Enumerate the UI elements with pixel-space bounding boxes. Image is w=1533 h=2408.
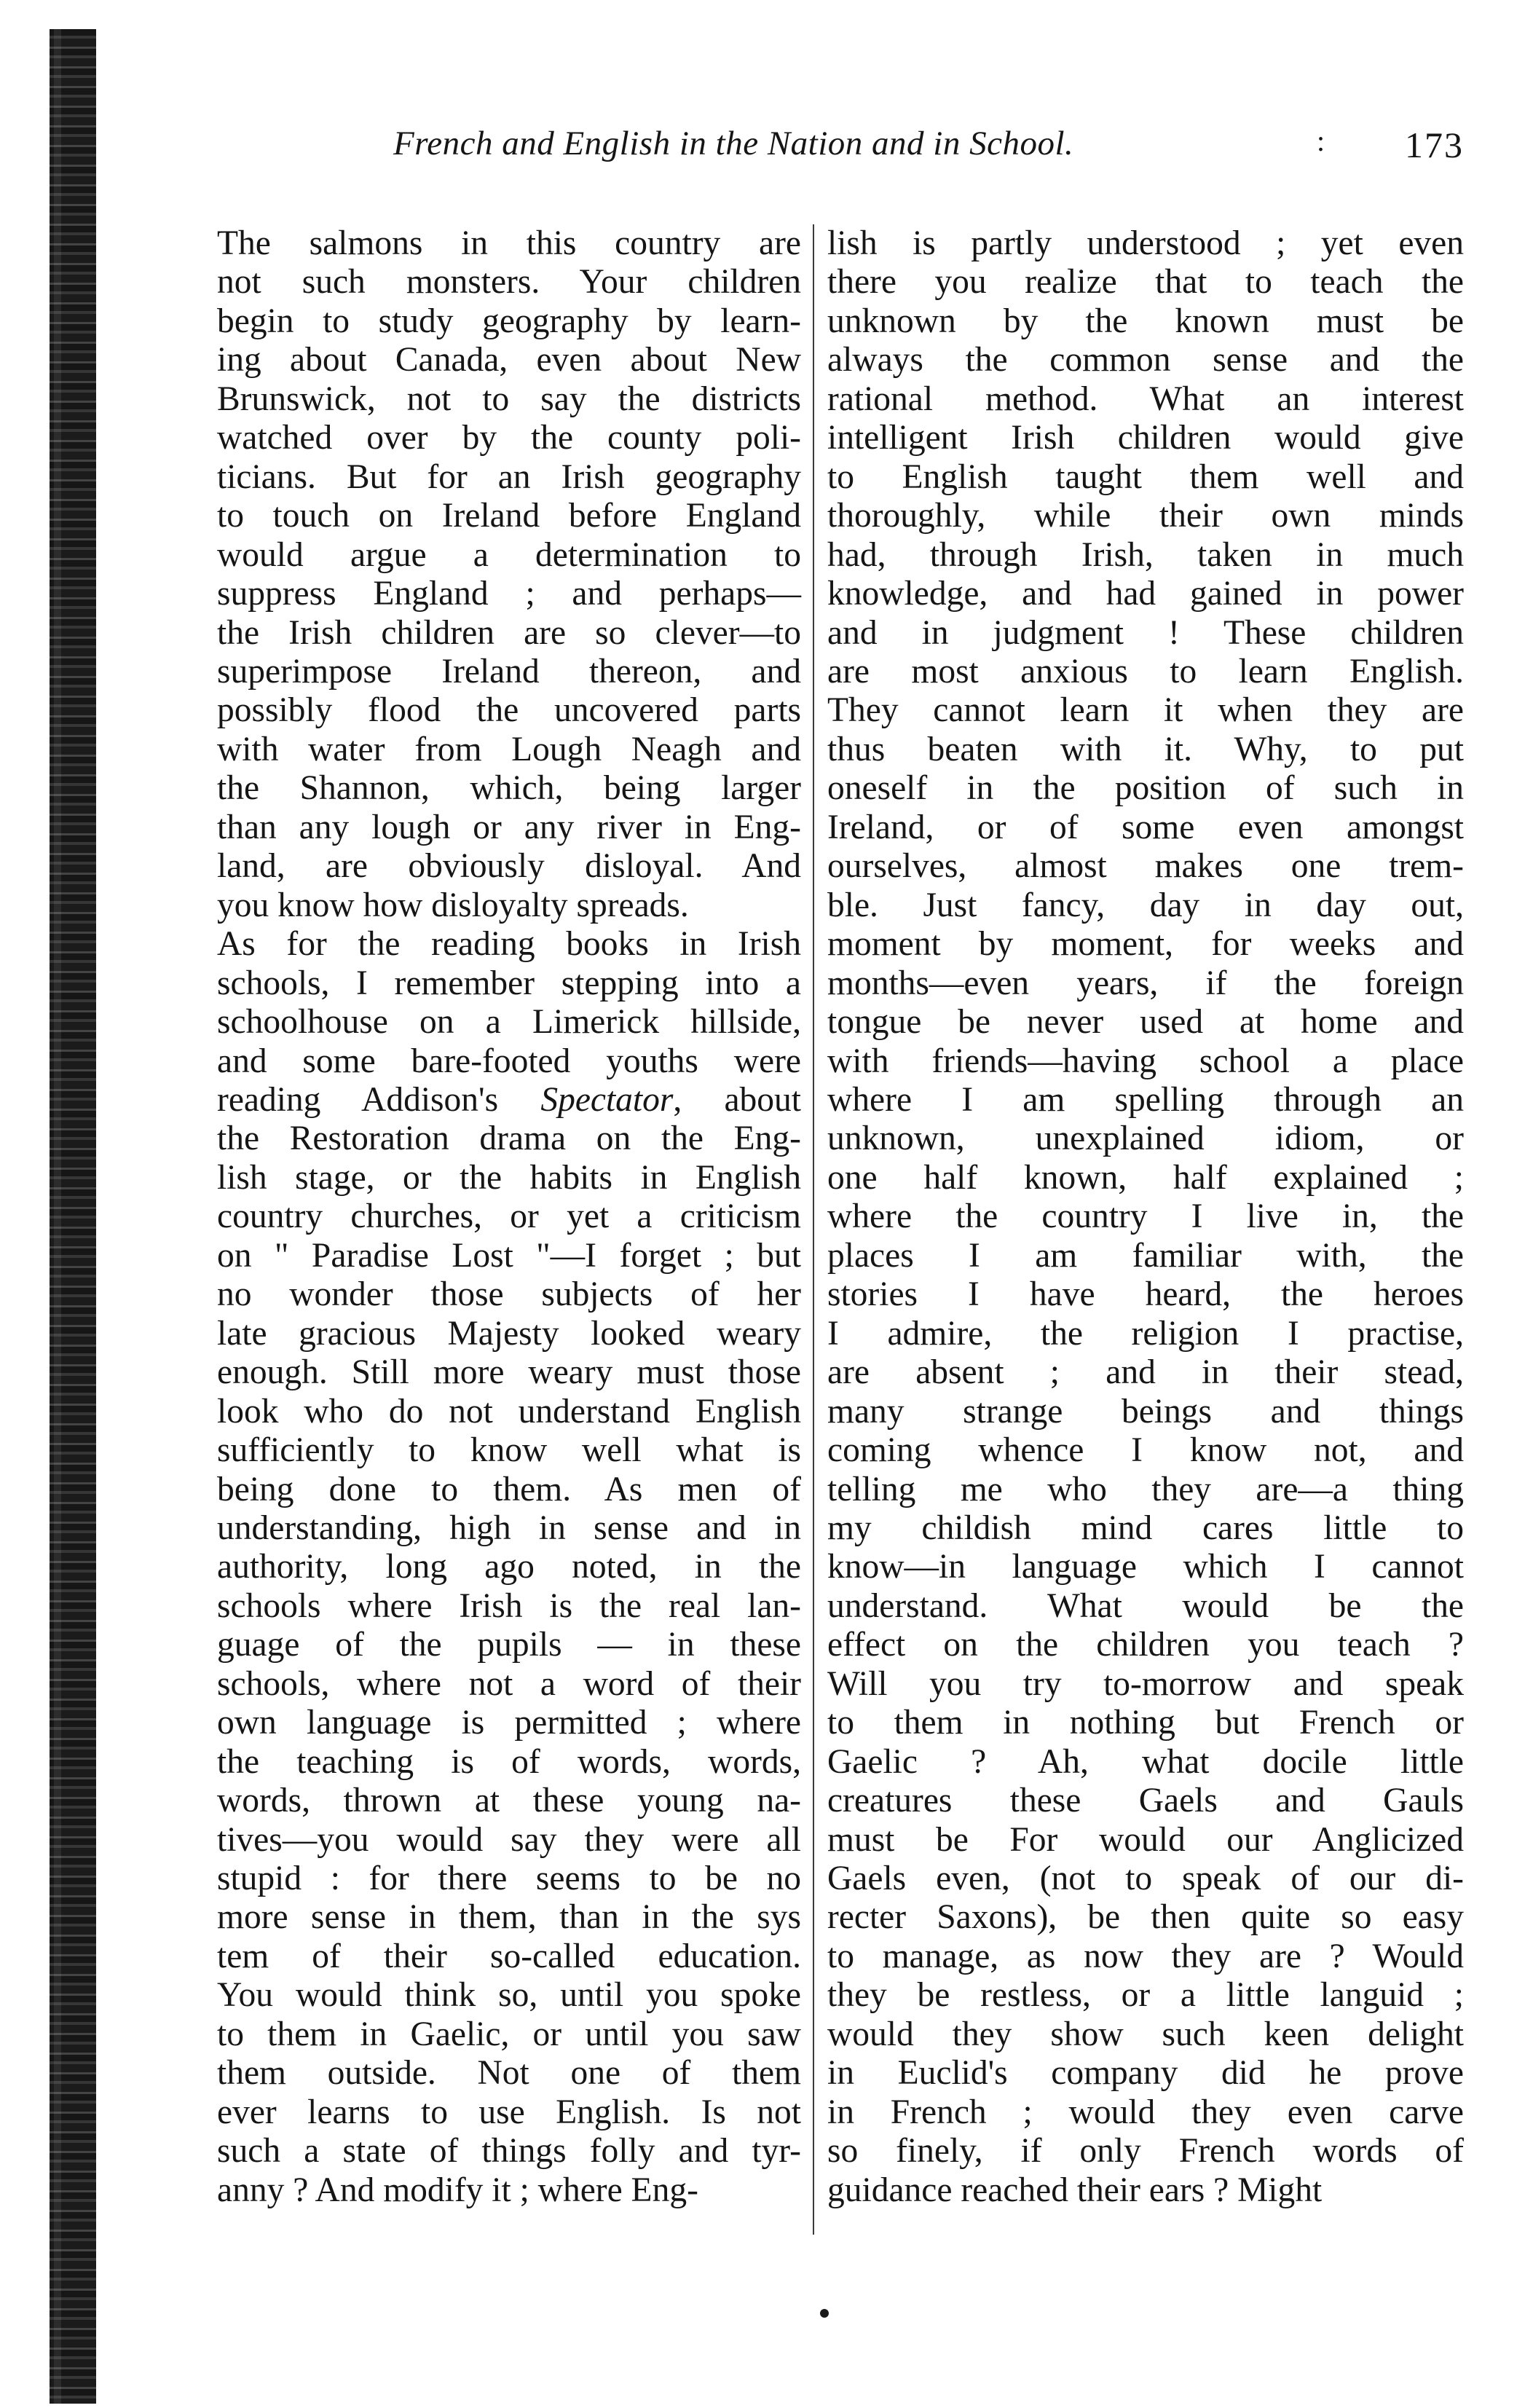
text-line: Brunswick, not to say the districts (217, 379, 801, 418)
text-line: schools where Irish is the real lan- (217, 1586, 801, 1625)
text-line: stupid : for there seems to be no (217, 1860, 801, 1898)
text-line: you know how disloyalty spreads. (217, 886, 689, 924)
page-number: 173 (1405, 125, 1464, 165)
paragraph (827, 224, 1464, 2210)
text-line: had, through Irish, taken in much (827, 535, 1464, 574)
text-line: guidance reached their ears ? Might (827, 2171, 1323, 2209)
text-line: the Restoration drama on the Eng- (217, 1120, 801, 1158)
text-line: lish is partly understood ; yet even (827, 224, 1464, 262)
text-line: Will you try to-morrow and speak (827, 1664, 1464, 1703)
text-line: understand. What would be the (827, 1586, 1464, 1625)
text-line: not such monsters. Your children (217, 263, 801, 302)
text-line: them outside. Not one of them (217, 2054, 801, 2093)
book-binding-edge (50, 29, 96, 2404)
text-line: are most anxious to learn English. (827, 652, 1464, 690)
text-line: the teaching is of words, words, (217, 1742, 801, 1781)
text-line: and some bare-footed youths were (217, 1042, 801, 1080)
text-line: being done to them. As men of (217, 1470, 801, 1508)
text-line: there you realize that to teach the (827, 263, 1464, 302)
text-line: to touch on Ireland before England (217, 497, 801, 535)
text-line: unknown, unexplained idiom, or (827, 1120, 1464, 1158)
text-line: suppress England ; and perhaps— (217, 575, 801, 613)
text-line: schoolhouse on a Limerick hillside, (217, 1003, 801, 1042)
text-line: the Shannon, which, being larger (217, 769, 801, 808)
text-line: telling me who they are—a thing (827, 1470, 1464, 1508)
text-line: the Irish children are so clever—to (217, 613, 801, 652)
text-line: thus beaten with it. Why, to put (827, 730, 1464, 768)
text-line: many strange beings and things (827, 1392, 1464, 1431)
text-line: ticians. But for an Irish geography (217, 457, 801, 496)
text-line: than any lough or any river in Eng- (217, 808, 801, 846)
text-line: As for the reading books in Irish (217, 925, 801, 964)
text-line: stories I have heard, the heroes (827, 1275, 1464, 1314)
text-line: with friends—having school a place (827, 1042, 1464, 1080)
text-line: look who do not understand English (217, 1392, 801, 1431)
text-line: such a state of things folly and tyr- (217, 2132, 801, 2171)
text-line: on " Paradise Lost "—I forget ; but (217, 1236, 801, 1275)
text-line: they be restless, or a little languid ; (827, 1976, 1464, 2015)
text-line: where I am spelling through an (827, 1080, 1464, 1119)
text-line: words, thrown at these young na- (217, 1782, 801, 1820)
text-line: ble. Just fancy, day in day out, (827, 886, 1464, 924)
text-line: oneself in the position of such in (827, 769, 1464, 808)
text-line: guage of the pupils — in these (217, 1626, 801, 1664)
text-line: to them in nothing but French or (827, 1704, 1464, 1742)
text-line: my childish mind cares little to (827, 1508, 1464, 1547)
text-line: sufficiently to know well what is (217, 1431, 801, 1470)
text-line: ing about Canada, even about New (217, 341, 801, 379)
text-line: tives—you would say they were all (217, 1820, 801, 1859)
text-line: schools, I remember stepping into a (217, 964, 801, 1002)
text-line: effect on the children you teach ? (827, 1626, 1464, 1664)
text-line: moment by moment, for weeks and (827, 925, 1464, 964)
text-line: You would think so, until you spoke (217, 1976, 801, 2015)
text-line: in Euclid's company did he prove (827, 2054, 1464, 2093)
running-title: French and English in the Nation and in School. (393, 125, 1074, 162)
text-line: tem of their so-called education. (217, 1937, 801, 1975)
text-line: The salmons in this country are (217, 224, 801, 262)
text-line: know—in language which I cannot (827, 1548, 1464, 1586)
text-line: and in judgment ! These children (827, 613, 1464, 652)
text-line: authority, long ago noted, in the (217, 1548, 801, 1586)
text-line: Ireland, or of some even amongst (827, 808, 1464, 846)
text-line: superimpose Ireland thereon, and (217, 652, 801, 690)
text-line: coming whence I know not, and (827, 1431, 1464, 1470)
text-line: possibly flood the uncovered parts (217, 691, 801, 730)
text-line: begin to study geography by learn- (217, 302, 801, 340)
text-line: rational method. What an interest (827, 379, 1464, 418)
page-header (393, 124, 1464, 182)
text-line: knowledge, and had gained in power (827, 575, 1464, 613)
text-line: months—even years, if the foreign (827, 964, 1464, 1002)
text-line: schools, where not a word of their (217, 1664, 801, 1703)
text-line: where the country I live in, the (827, 1197, 1464, 1236)
footer-dot (820, 2309, 829, 2318)
text-line: country churches, or yet a criticism (217, 1197, 801, 1236)
text-line: I admire, the religion I practise, (827, 1314, 1464, 1353)
text-line: watched over by the county poli- (217, 419, 801, 457)
text-line: reading Addison's Spectator, about (217, 1080, 801, 1119)
paragraph (181, 224, 801, 925)
text-line: to manage, as now they are ? Would (827, 1937, 1464, 1975)
text-line: places I am familiar with, the (827, 1236, 1464, 1275)
text-line: Gaelic ? Ah, what docile little (827, 1742, 1464, 1781)
text-line: always the common sense and the (827, 341, 1464, 379)
text-line: own language is permitted ; where (217, 1704, 801, 1742)
text-line: intelligent Irish children would give (827, 419, 1464, 457)
text-line: no wonder those subjects of her (217, 1275, 801, 1314)
text-line: late gracious Majesty looked weary (217, 1314, 801, 1353)
text-line: lish stage, or the habits in English (217, 1158, 801, 1197)
text-line: unknown by the known must be (827, 302, 1464, 340)
text-line: recter Saxons), be then quite so easy (827, 1898, 1464, 1937)
header-mark: : (1317, 125, 1325, 157)
left-column (181, 224, 801, 2256)
text-line: would argue a determination to (217, 535, 801, 574)
text-line: Gaels even, (not to speak of our di- (827, 1860, 1464, 1898)
column-divider (813, 224, 814, 2235)
book-title: Spectator (540, 1080, 674, 1119)
text-line: in French ; would they even carve (827, 2093, 1464, 2131)
text-line: anny ? And modify it ; where Eng- (217, 2171, 698, 2209)
text-line: understanding, high in sense and in (217, 1508, 801, 1547)
text-line: one half known, half explained ; (827, 1158, 1464, 1197)
text-line: enough. Still more weary must those (217, 1353, 801, 1392)
text-line: with water from Lough Neagh and (217, 730, 801, 768)
right-column (827, 224, 1464, 2256)
text-line: would they show such keen delight (827, 2015, 1464, 2053)
text-line: creatures these Gaels and Gauls (827, 1782, 1464, 1820)
text-line: more sense in them, than in the sys (217, 1898, 801, 1937)
text-line: to English taught them well and (827, 457, 1464, 496)
text-line: land, are obviously disloyal. And (217, 847, 801, 886)
text-line: ourselves, almost makes one trem- (827, 847, 1464, 886)
text-line: to them in Gaelic, or until you saw (217, 2015, 801, 2053)
text-line: are absent ; and in their stead, (827, 1353, 1464, 1392)
text-line: thoroughly, while their own minds (827, 497, 1464, 535)
text-line: must be For would our Anglicized (827, 1820, 1464, 1859)
text-line: tongue be never used at home and (827, 1003, 1464, 1042)
paragraph (181, 925, 801, 2210)
text-line: They cannot learn it when they are (827, 691, 1464, 730)
text-line: so finely, if only French words of (827, 2132, 1464, 2171)
text-line: ever learns to use English. Is not (217, 2093, 801, 2131)
